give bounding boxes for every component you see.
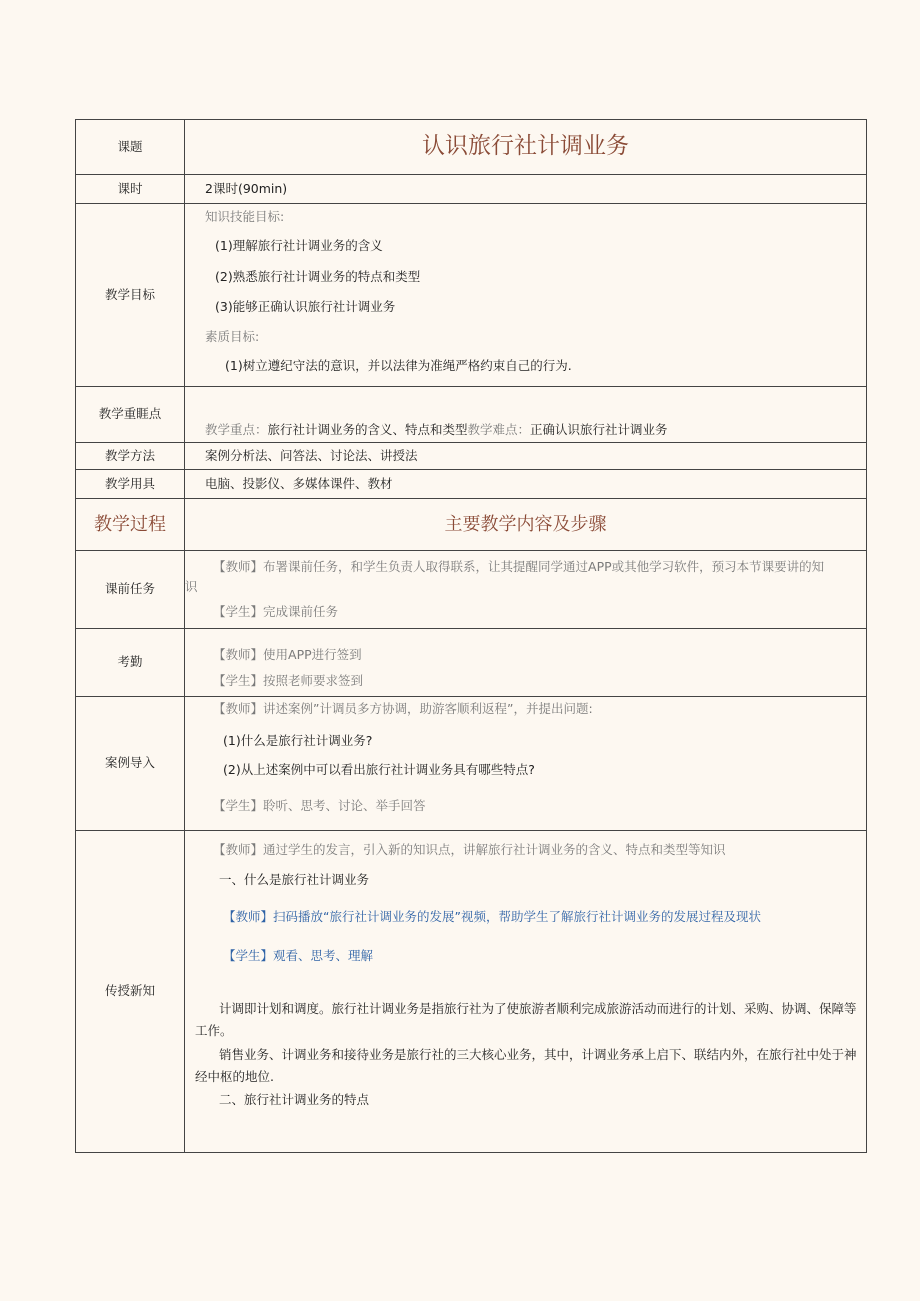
case-question: (2)从上述案例中可以看出旅行社计调业务具有哪些特点? — [223, 761, 535, 777]
row-pre-class — [76, 551, 867, 629]
nk-video: 【教师】扫码播放“旅行社计调业务的发展”视频，帮助学生了解旅行社计调业务的发展过程及现状 — [223, 908, 761, 924]
pre-class-teacher-cont: 识 — [185, 579, 198, 595]
row-case-intro — [76, 697, 867, 831]
nk-heading-1: 一、什么是旅行社计调业务 — [219, 872, 370, 888]
case-intro-label: 案例导入 — [76, 697, 185, 831]
difficult-point-label: 教学难点： — [467, 421, 531, 437]
attendance-teacher: 【教师】使用APP进行签到 — [213, 647, 362, 662]
tools-value: 电脑、投影仪、多媒体课件、教材 — [205, 475, 393, 491]
knowledge-heading: 知识技能目标: — [205, 209, 285, 224]
pre-class-teacher: 【教师】布署课前任务，和学生负责人取得联系，让其提醒同学通过APP或其他学习软件，预习本节课要讲的知 — [213, 559, 825, 574]
hours-label: 课时 — [76, 175, 185, 204]
row-objectives — [76, 204, 867, 387]
topic-label: 课题 — [76, 120, 185, 175]
objectives-label: 教学目标 — [76, 204, 185, 387]
lesson-title: 认识旅行社计调业务 — [422, 133, 629, 160]
pre-class-student: 【学生】完成课前任务 — [213, 603, 339, 619]
quality-item: (1)树立遵纪守法的意识，并以法律为准绳严格约束自己的行为. — [225, 358, 572, 374]
key-point-label: 教学重点： — [205, 421, 268, 437]
nk-heading-2: 二、旅行社计调业务的特点 — [219, 1092, 370, 1107]
attendance-student: 【学生】按照老师要求签到 — [213, 673, 364, 689]
nk-paragraph-1: 计调即计划和调度。旅行社计调业务是指旅行社为了使旅游者顺利完成旅游活动而进行的计划、采购、协调、保障等工作。 — [195, 1001, 857, 1038]
methods-label: 教学方法 — [76, 443, 185, 470]
process-header-left: 教学过程 — [94, 513, 166, 535]
nk-teacher: 【教师】通过学生的发言，引入新的知识点，讲解旅行社计调业务的含义、特点和类型等知识 — [213, 842, 726, 857]
key-points-label: 教学重睚点 — [76, 387, 185, 443]
case-teacher: 【教师】讲述案例”计调员多方协调，助游客顺利返程”，并提出问题: — [213, 701, 593, 716]
key-points-text — [185, 422, 866, 438]
lesson-plan-table — [75, 119, 867, 1153]
new-knowledge-label: 传授新知 — [76, 831, 185, 1153]
row-new-knowledge — [76, 831, 867, 1153]
knowledge-item: (2)熟悉旅行社计调业务的特点和类型 — [215, 268, 421, 284]
quality-heading: 素质目标: — [205, 329, 260, 344]
nk-paragraph-2: 销售业务、计调业务和接待业务是旅行社的三大核心业务，其中，计调业务承上启下、联结内外，在旅行社中处于神经中枢的地位. — [195, 1047, 857, 1084]
pre-class-label: 课前任务 — [76, 551, 185, 629]
case-student: 【学生】聆听、思考、讨论、举手回答 — [213, 797, 426, 813]
row-methods — [76, 443, 867, 470]
knowledge-item: (3)能够正确认识旅行社计调业务 — [215, 298, 396, 314]
difficult-point-value: 正确认识旅行社计调业务 — [530, 421, 668, 437]
row-key-points — [76, 387, 867, 443]
row-attendance — [76, 629, 867, 697]
tools-label: 教学用具 — [76, 470, 185, 499]
attendance-label: 考勤 — [76, 629, 185, 697]
case-question: (1)什么是旅行社计调业务? — [223, 733, 373, 749]
methods-value: 案例分析法、问答法、讨论法、讲授法 — [205, 447, 418, 463]
row-process-header — [76, 499, 867, 551]
nk-watch: 【学生】观看、思考、理解 — [223, 947, 374, 963]
hours-value: 2课时(90min) — [205, 180, 288, 196]
row-topic — [76, 120, 867, 175]
process-header-right: 主要教学内容及步骤 — [444, 513, 607, 535]
row-hours — [76, 175, 867, 204]
key-point-value: 旅行社计调业务的含义、特点和类型 — [267, 421, 468, 437]
row-tools — [76, 470, 867, 499]
knowledge-item: (1)理解旅行社计调业务的含义 — [215, 238, 383, 254]
